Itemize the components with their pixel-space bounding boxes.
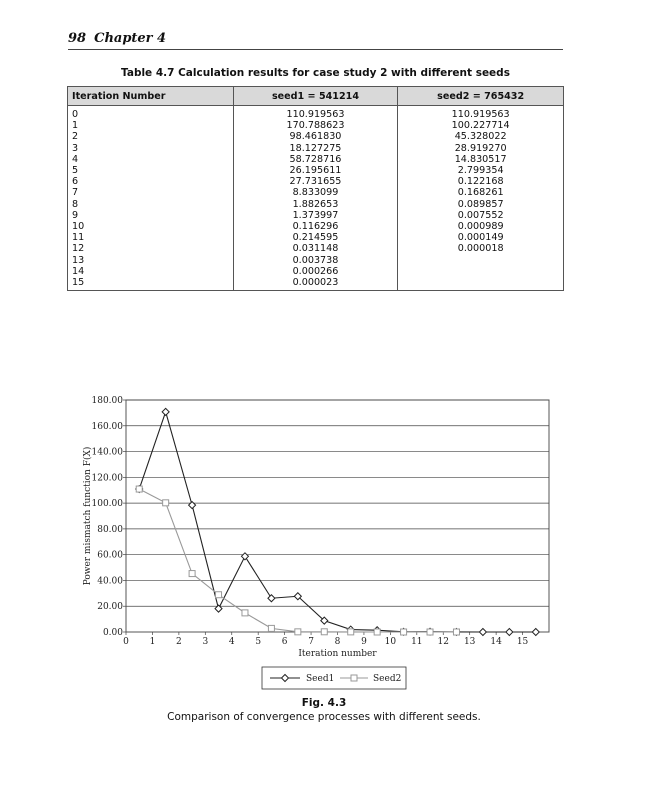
seed2-point — [401, 629, 407, 635]
seed1-cell: 0.000266 — [233, 266, 398, 277]
y-tick-label: 20.00 — [97, 602, 123, 613]
x-tick-label: 15 — [516, 637, 529, 647]
y-axis-label: Power mismatch function F(X) — [83, 446, 93, 586]
running-head — [68, 31, 166, 46]
seed2-point — [163, 500, 169, 506]
y-tick-label: 0.00 — [102, 628, 123, 638]
y-tick-label: 180.00 — [91, 396, 123, 406]
x-tick-label: 9 — [361, 637, 367, 647]
seed1-cell: 0.003738 — [233, 255, 398, 266]
table-row — [68, 199, 564, 210]
page-number: 98 — [68, 31, 87, 46]
seed2-cell — [398, 266, 564, 277]
table-row — [68, 221, 564, 232]
seed1-cell: 98.461830 — [233, 131, 398, 142]
x-tick-label: 7 — [308, 637, 314, 647]
header-seed1: seed1 = 541214 — [233, 87, 398, 106]
seed2-point — [189, 571, 195, 577]
seed2-cell: 14.830517 — [398, 154, 564, 165]
iteration-cell: 1 — [68, 120, 234, 131]
table-row — [68, 243, 564, 254]
seed2-point — [374, 629, 380, 635]
iteration-cell: 8 — [68, 199, 234, 210]
iteration-cell: 13 — [68, 255, 234, 266]
x-tick-label: 11 — [411, 637, 423, 647]
seed2-point — [268, 625, 274, 631]
seed1-cell: 170.788623 — [233, 120, 398, 131]
iteration-cell: 0 — [68, 106, 234, 121]
x-tick-label: 5 — [255, 637, 262, 647]
iteration-cell: 14 — [68, 266, 234, 277]
table-row — [68, 266, 564, 277]
table-row — [68, 187, 564, 198]
iteration-cell: 3 — [68, 143, 234, 154]
results-table — [67, 86, 564, 291]
table-row — [68, 176, 564, 187]
legend-seed2-marker — [351, 675, 357, 681]
chapter-title: Chapter 4 — [94, 31, 167, 46]
seed2-cell: 45.328022 — [398, 131, 564, 142]
table-row — [68, 120, 564, 131]
y-tick-label: 160.00 — [91, 421, 123, 432]
table-row — [68, 232, 564, 243]
iteration-cell: 11 — [68, 232, 234, 243]
seed2-point — [295, 629, 301, 635]
seed1-cell: 1.882653 — [233, 199, 398, 210]
seed2-point — [136, 486, 142, 492]
seed2-point — [321, 629, 327, 635]
seed1-cell: 0.214595 — [233, 232, 398, 243]
x-tick-label: 3 — [202, 637, 209, 647]
plot-area — [126, 400, 549, 632]
table-row — [68, 131, 564, 142]
table-row — [68, 106, 564, 121]
seed2-cell: 110.919563 — [398, 106, 564, 121]
table-header-row — [68, 87, 564, 106]
convergence-chart — [0, 380, 648, 692]
y-tick-label: 60.00 — [97, 550, 123, 561]
seed1-cell: 0.031148 — [233, 243, 398, 254]
table-row — [68, 165, 564, 176]
seed1-cell: 1.373997 — [233, 210, 398, 221]
seed2-point — [453, 629, 459, 635]
iteration-cell: 9 — [68, 210, 234, 221]
x-tick-label: 1 — [149, 637, 156, 647]
seed2-cell — [398, 255, 564, 266]
table-row — [68, 277, 564, 291]
seed2-point — [216, 592, 222, 598]
seed1-cell: 26.195611 — [233, 165, 398, 176]
seed1-cell: 58.728716 — [233, 154, 398, 165]
table-row — [68, 210, 564, 221]
seed1-cell: 0.000023 — [233, 277, 398, 291]
seed2-cell: 0.168261 — [398, 187, 564, 198]
iteration-cell: 7 — [68, 187, 234, 198]
seed2-point — [242, 610, 248, 616]
x-axis-label: Iteration number — [298, 649, 377, 659]
seed1-cell: 8.833099 — [233, 187, 398, 198]
x-tick-label: 6 — [281, 637, 288, 647]
seed1-cell: 110.919563 — [233, 106, 398, 121]
iteration-cell: 15 — [68, 277, 234, 291]
legend-seed1-label: Seed1 — [306, 674, 335, 684]
seed2-cell: 0.122168 — [398, 176, 564, 187]
seed2-cell: 0.000018 — [398, 243, 564, 254]
seed2-point — [427, 629, 433, 635]
seed2-cell: 28.919270 — [398, 143, 564, 154]
x-tick-label: 13 — [463, 637, 476, 647]
iteration-cell: 12 — [68, 243, 234, 254]
header-seed2: seed2 = 765432 — [398, 87, 564, 106]
seed2-cell — [398, 277, 564, 291]
y-tick-label: 120.00 — [91, 473, 123, 484]
seed2-cell: 0.089857 — [398, 199, 564, 210]
table-row — [68, 255, 564, 266]
x-tick-label: 2 — [176, 637, 182, 647]
table-row — [68, 143, 564, 154]
figure-label: Fig. 4.3 — [301, 697, 347, 709]
x-tick-label: 14 — [490, 637, 502, 647]
header-iteration: Iteration Number — [68, 87, 234, 106]
x-tick-label: 10 — [384, 637, 397, 647]
seed1-cell: 18.127275 — [233, 143, 398, 154]
iteration-cell: 2 — [68, 131, 234, 142]
iteration-cell: 10 — [68, 221, 234, 232]
seed1-cell: 0.116296 — [233, 221, 398, 232]
seed1-cell: 27.731655 — [233, 176, 398, 187]
x-tick-label: 4 — [228, 637, 235, 647]
seed2-cell: 2.799354 — [398, 165, 564, 176]
legend-seed2-label: Seed2 — [373, 674, 402, 684]
figure-caption: Comparison of convergence processes with different seeds. — [167, 711, 481, 723]
iteration-cell: 5 — [68, 165, 234, 176]
table-row — [68, 154, 564, 165]
x-tick-label: 8 — [334, 637, 341, 647]
seed2-cell: 0.000149 — [398, 232, 564, 243]
seed2-point — [348, 629, 354, 635]
seed2-cell: 0.007552 — [398, 210, 564, 221]
y-tick-label: 140.00 — [91, 447, 123, 458]
y-tick-label: 100.00 — [91, 499, 123, 510]
seed2-cell: 100.227714 — [398, 120, 564, 131]
seed2-cell: 0.000989 — [398, 221, 564, 232]
y-tick-label: 80.00 — [97, 524, 123, 535]
y-tick-label: 40.00 — [97, 576, 123, 587]
iteration-cell: 6 — [68, 176, 234, 187]
iteration-cell: 4 — [68, 154, 234, 165]
header-rule — [68, 49, 563, 50]
x-tick-label: 0 — [123, 637, 129, 647]
x-tick-label: 12 — [437, 637, 449, 647]
table-caption: Table 4.7 Calculation results for case study 2 with different seeds — [121, 67, 510, 79]
